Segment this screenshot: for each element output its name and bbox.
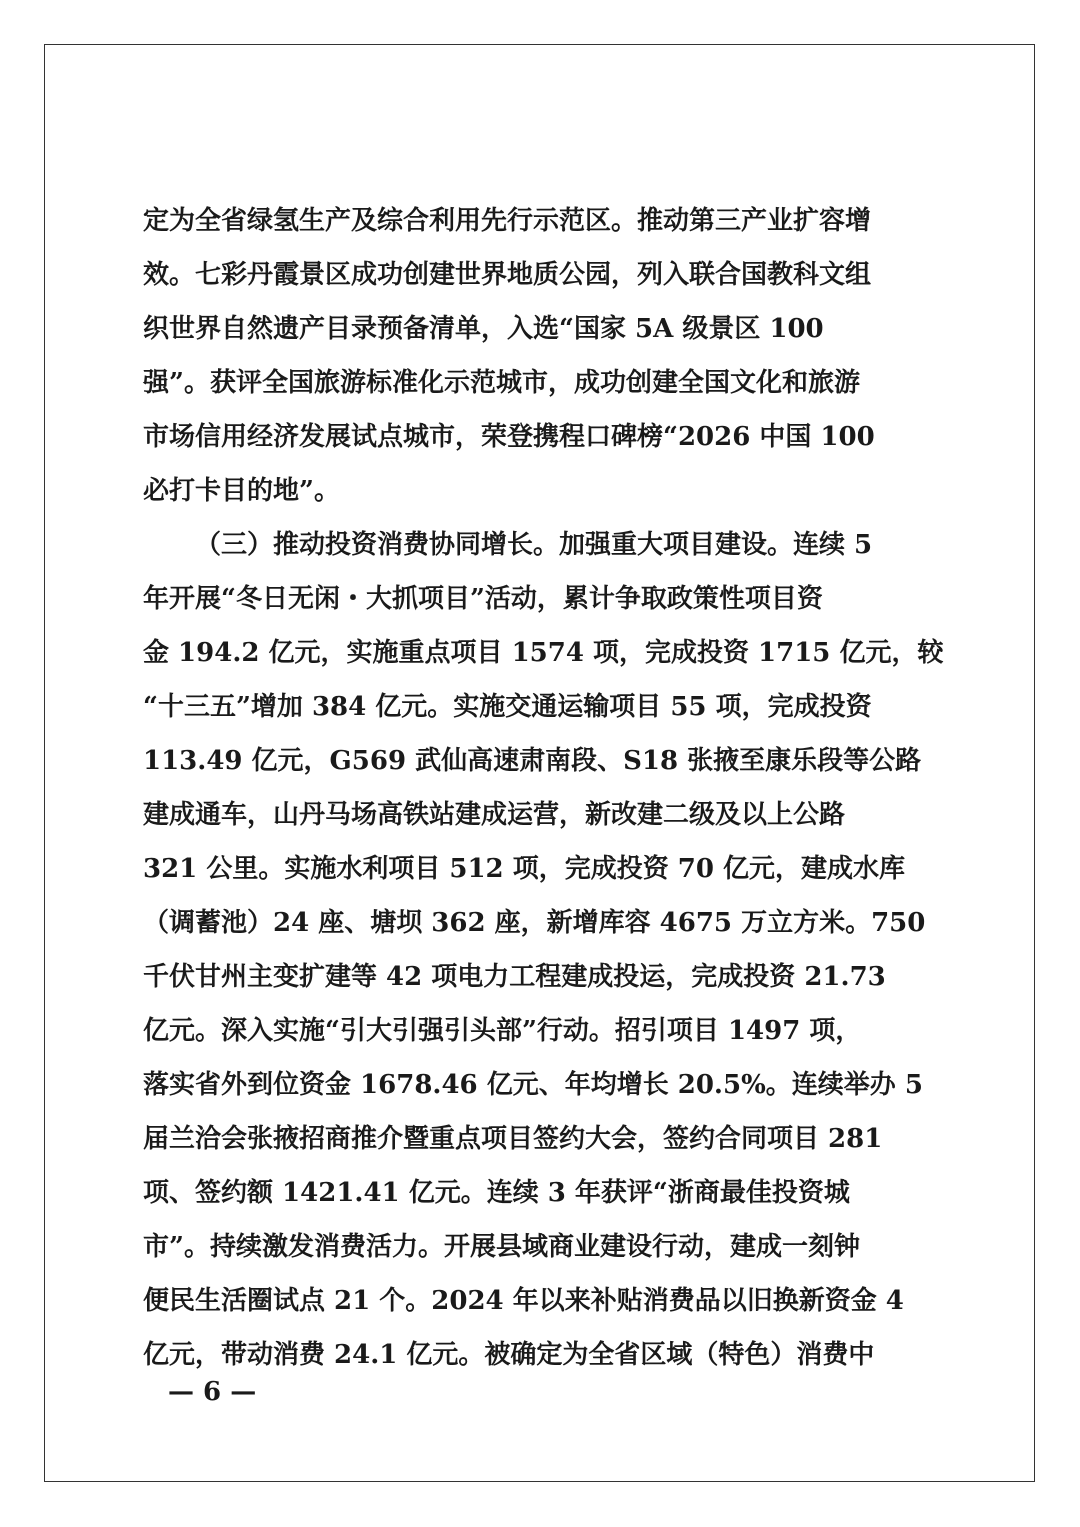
body-text-line: 亿元。深入实施“引大引强引头部”行动。招引项目 1497 项， <box>143 1016 862 1046</box>
body-text-line: （调蓄池）24 座、塘坝 362 座，新增库容 4675 万立方米。750 <box>143 908 926 938</box>
body-text-line: 建成通车，山丹马场高铁站建成运营，新改建二级及以上公路 <box>143 800 846 830</box>
body-text-line: 届兰洽会张掖招商推介暨重点项目签约大会，签约合同项目 281 <box>143 1124 883 1154</box>
body-text-line: 亿元，带动消费 24.1 亿元。被确定为全省区域（特色）消费中 <box>143 1340 875 1370</box>
body-text-line: 项、签约额 1421.41 亿元。连续 3 年获评“浙商最佳投资城 <box>143 1178 850 1208</box>
body-text-line: 必打卡目的地”。 <box>143 476 340 506</box>
page-number: — 6 — <box>168 1377 257 1407</box>
body-text-line: 113.49 亿元，G569 武仙高速肃南段、S18 张掖至康乐段等公路 <box>143 746 922 776</box>
body-text-line: 年开展“冬日无闲・大抓项目”活动，累计争取政策性项目资 <box>143 584 823 614</box>
body-text-line: 强”。获评全国旅游标准化示范城市，成功创建全国文化和旅游 <box>143 368 860 398</box>
body-text-line: 便民生活圈试点 21 个。2024 年以来补贴消费品以旧换新资金 4 <box>143 1286 904 1316</box>
body-text-line: 市”。持续激发消费活力。开展县域商业建设行动，建成一刻钟 <box>143 1232 860 1262</box>
section-heading-line: （三）推动投资消费协同增长。加强重大项目建设。连续 5 <box>195 530 873 560</box>
body-text-line: 定为全省绿氢生产及综合利用先行示范区。推动第三产业扩容增 <box>143 206 872 236</box>
body-text-line: 市场信用经济发展试点城市，荣登携程口碑榜“2026 中国 100 <box>143 422 875 452</box>
body-text-line: 金 194.2 亿元，实施重点项目 1574 项，完成投资 1715 亿元，较 <box>143 638 944 668</box>
body-text-line: 千伏甘州主变扩建等 42 项电力工程建成投运，完成投资 21.73 <box>143 962 886 992</box>
body-text-line: 321 公里。实施水利项目 512 项，完成投资 70 亿元，建成水库 <box>143 854 905 884</box>
body-text-line: “十三五”增加 384 亿元。实施交通运输项目 55 项，完成投资 <box>143 692 872 722</box>
body-text-line: 织世界自然遗产目录预备清单，入选“国家 5A 级景区 100 <box>143 314 824 344</box>
body-text-line: 落实省外到位资金 1678.46 亿元、年均增长 20.5%。连续举办 5 <box>143 1070 923 1100</box>
body-text-line: 效。七彩丹霞景区成功创建世界地质公园，列入联合国教科文组 <box>143 260 872 290</box>
